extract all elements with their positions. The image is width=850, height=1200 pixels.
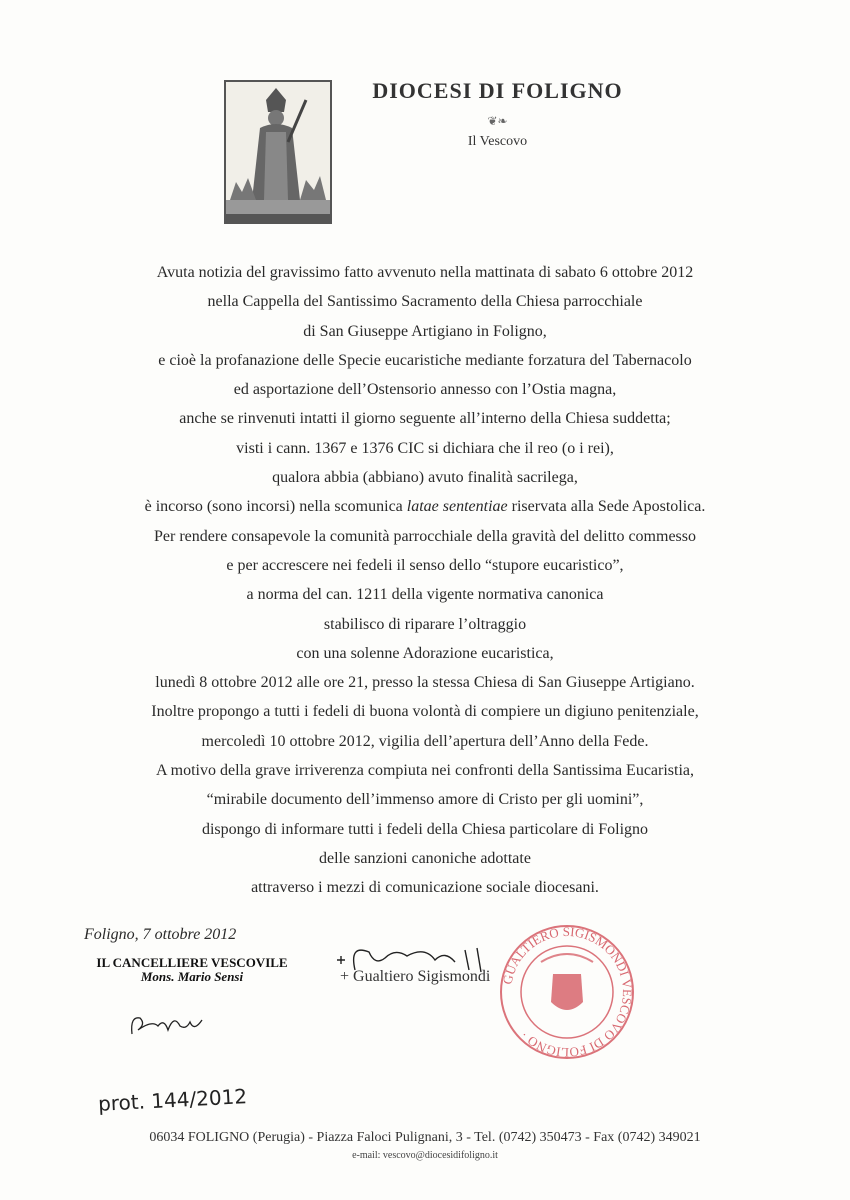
- body-line: delle sanzioni canoniche adottate: [319, 849, 531, 867]
- body-line: anche se rinvenuti intatti il giorno seguente all’interno della Chiesa suddetta;: [179, 410, 671, 428]
- chancellor-stamp: [92, 956, 292, 984]
- decree-body: [60, 258, 790, 903]
- bishop-name: + Gualtiero Sigismondi: [340, 968, 491, 985]
- body-line: a norma del can. 1211 della vigente normativa canonica: [246, 586, 604, 604]
- body-line: mercoledì 10 ottobre 2012, vigilia dell’apertura dell’Anno della Fede.: [201, 732, 649, 750]
- body-line: “mirabile documento dell’immenso amore di Cristo per gli uomini”,: [206, 791, 644, 809]
- body-line: con una solenne Adorazione eucaristica,: [296, 644, 554, 662]
- text: riservata alla Sede Apostolica.: [507, 498, 706, 516]
- date-place: Foligno, 7 ottobre 2012: [84, 926, 237, 943]
- footer-email: e-mail: vescovo@diocesidifoligno.it: [352, 1150, 498, 1161]
- body-line: e per accrescere nei fedeli il senso dello “stupore eucaristico”,: [226, 556, 624, 574]
- bishop-subtitle: Il Vescovo: [467, 134, 528, 149]
- latin-term: latae sententiae: [406, 498, 508, 516]
- chancellor-signature: [128, 1010, 208, 1045]
- footer-address: 06034 FOLIGNO (Perugia) - Piazza Faloci Pulignani, 3 - Tel. (0742) 350473 - Fax (0742) 349021: [149, 1130, 701, 1145]
- body-line: lunedì 8 ottobre 2012 alle ore 21, presso la stessa Chiesa di San Giuseppe Artigiano.: [155, 674, 695, 692]
- seal-icon: [497, 922, 637, 1062]
- body-line: Per rendere consapevole la comunità parrocchiale della gravità del delitto commesso: [154, 527, 696, 545]
- body-line: A motivo della grave irriverenza compiuta nei confronti della Santissima Eucaristia,: [155, 762, 695, 780]
- text: è incorso (sono incorsi) nella scomunica: [144, 498, 407, 516]
- body-line: Inoltre propongo a tutti i fedeli di buona volontà di compiere un digiuno penitenziale,: [151, 703, 699, 721]
- svg-text:GUALTIERO SIGISMONDI VESCOVO D: GUALTIERO SIGISMONDI VESCOVO DI FOLIGNO ·: [499, 923, 636, 1061]
- saint-bishop-icon: [226, 82, 330, 222]
- diocese-logo-woodcut: [224, 80, 332, 224]
- protocol-number-handwritten: prot. 144/2012: [97, 1084, 248, 1116]
- body-line: stabilisco di riparare l’oltraggio: [323, 615, 527, 633]
- diocese-title: DIOCESI DI FOLIGNO: [372, 78, 623, 103]
- body-line: nella Cappella del Santissimo Sacramento della Chiesa parrocchiale: [207, 293, 643, 311]
- body-line: dispongo di informare tutti i fedeli della Chiesa particolare di Foligno: [201, 820, 649, 838]
- body-line: di San Giuseppe Artigiano in Foligno,: [303, 322, 547, 340]
- body-line: e cioè la profanazione delle Specie eucaristiche mediante forzatura del Tabernacolo: [158, 351, 692, 369]
- body-line: Avuta notizia del gravissimo fatto avvenuto nella mattinata di sabato 6 ottobre 2012: [156, 264, 694, 281]
- episcopal-seal: [497, 922, 637, 1067]
- ornament-icon: ❦❧: [487, 114, 508, 128]
- body-line-excommunication: [60, 492, 790, 521]
- chancellor-title: IL CANCELLIERE VESCOVILE: [96, 955, 288, 970]
- body-line: visti i cann. 1367 e 1376 CIC si dichiara che il reo (o i rei),: [236, 439, 614, 457]
- body-line: ed asportazione dell’Ostensorio annesso con l’Ostia magna,: [233, 381, 617, 399]
- body-line: qualora abbia (abbiano) avuto finalità sacrilega,: [272, 469, 578, 487]
- body-line: attraverso i mezzi di comunicazione sociale diocesani.: [251, 879, 599, 897]
- chancellor-name: Mons. Mario Sensi: [140, 969, 244, 984]
